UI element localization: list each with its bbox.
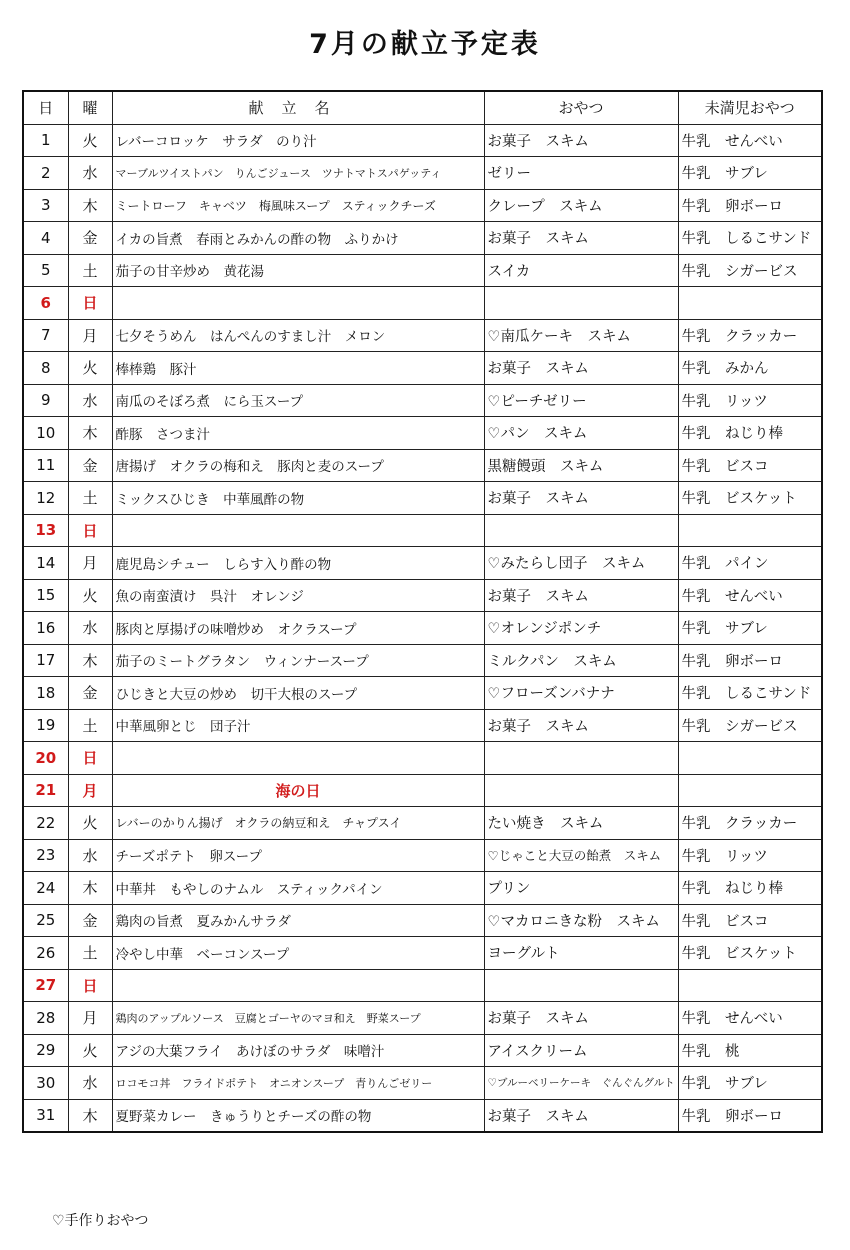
page-title: 7月の献立予定表 bbox=[309, 29, 541, 60]
holiday-row bbox=[23, 287, 822, 320]
header-infant-snack: 未満児おやつ bbox=[678, 91, 822, 124]
snack-cell bbox=[484, 969, 678, 1002]
menu-cell: ミートローフ キャベツ 梅風味スープ スティックチーズ bbox=[112, 189, 484, 222]
weekday-cell: 日 bbox=[68, 969, 112, 1002]
infant-snack-cell bbox=[678, 287, 822, 320]
table-row bbox=[23, 644, 822, 677]
menu-cell: 七夕そうめん はんぺんのすまし汁 メロン bbox=[112, 319, 484, 352]
day-cell: 4 bbox=[23, 222, 68, 255]
snack-cell: お菓子 スキム bbox=[484, 124, 678, 157]
day-cell: 28 bbox=[23, 1002, 68, 1035]
snack-cell: お菓子 スキム bbox=[484, 482, 678, 515]
infant-snack-cell: 牛乳 サブレ bbox=[678, 1067, 822, 1100]
header-row bbox=[23, 91, 822, 124]
holiday-name: 海の日 bbox=[112, 774, 484, 807]
day-cell: 31 bbox=[23, 1099, 68, 1132]
infant-snack-cell: 牛乳 せんべい bbox=[678, 1002, 822, 1035]
menu-cell: 魚の南蛮漬け 呉汁 オレンジ bbox=[112, 579, 484, 612]
day-cell: 30 bbox=[23, 1067, 68, 1100]
snack-cell: お菓子 スキム bbox=[484, 579, 678, 612]
infant-snack-cell: 牛乳 卵ボーロ bbox=[678, 644, 822, 677]
table-row bbox=[23, 352, 822, 385]
snack-cell: 黒糖饅頭 スキム bbox=[484, 449, 678, 482]
holiday-row bbox=[23, 774, 822, 807]
weekday-cell: 水 bbox=[68, 1067, 112, 1100]
menu-cell: マーブルツイストパン りんごジュース ツナトマトスパゲッティ bbox=[112, 157, 484, 190]
snack-cell: お菓子 スキム bbox=[484, 709, 678, 742]
infant-snack-cell bbox=[678, 969, 822, 1002]
weekday-cell: 火 bbox=[68, 807, 112, 840]
table-row bbox=[23, 157, 822, 190]
table-row bbox=[23, 612, 822, 645]
menu-cell: ひじきと大豆の炒め 切干大根のスープ bbox=[112, 677, 484, 710]
day-cell: 13 bbox=[23, 514, 68, 547]
snack-cell: プリン bbox=[484, 872, 678, 905]
table-row bbox=[23, 1034, 822, 1067]
day-cell: 21 bbox=[23, 774, 68, 807]
day-cell: 5 bbox=[23, 254, 68, 287]
snack-cell: お菓子 スキム bbox=[484, 1099, 678, 1132]
day-cell: 22 bbox=[23, 807, 68, 840]
weekday-cell: 金 bbox=[68, 449, 112, 482]
weekday-cell: 土 bbox=[68, 254, 112, 287]
snack-cell: ♡ピーチゼリー bbox=[484, 384, 678, 417]
header-weekday: 曜 bbox=[68, 91, 112, 124]
snack-cell: スイカ bbox=[484, 254, 678, 287]
table-row bbox=[23, 1002, 822, 1035]
menu-body bbox=[23, 124, 822, 1132]
weekday-cell: 月 bbox=[68, 774, 112, 807]
header-day: 日 bbox=[23, 91, 68, 124]
header-menu: 献立名 bbox=[112, 91, 484, 124]
infant-snack-cell: 牛乳 しるこサンド bbox=[678, 222, 822, 255]
day-cell: 17 bbox=[23, 644, 68, 677]
menu-cell: 鶏肉の旨煮 夏みかんサラダ bbox=[112, 904, 484, 937]
day-cell: 12 bbox=[23, 482, 68, 515]
weekday-cell: 木 bbox=[68, 872, 112, 905]
weekday-cell: 水 bbox=[68, 384, 112, 417]
menu-cell: イカの旨煮 春雨とみかんの酢の物 ふりかけ bbox=[112, 222, 484, 255]
day-cell: 29 bbox=[23, 1034, 68, 1067]
snack-cell: ゼリー bbox=[484, 157, 678, 190]
infant-snack-cell: 牛乳 しるこサンド bbox=[678, 677, 822, 710]
menu-cell: 鹿児島シチュー しらす入り酢の物 bbox=[112, 547, 484, 580]
weekday-cell: 火 bbox=[68, 124, 112, 157]
menu-cell: 鶏肉のアップルソース 豆腐とゴーヤのマヨ和え 野菜スープ bbox=[112, 1002, 484, 1035]
table-row bbox=[23, 1067, 822, 1100]
day-cell: 9 bbox=[23, 384, 68, 417]
table-row bbox=[23, 904, 822, 937]
table-row bbox=[23, 449, 822, 482]
menu-cell: 茄子のミートグラタン ウィンナースープ bbox=[112, 644, 484, 677]
day-cell: 10 bbox=[23, 417, 68, 450]
day-cell: 24 bbox=[23, 872, 68, 905]
snack-cell: お菓子 スキム bbox=[484, 352, 678, 385]
snack-cell: たい焼き スキム bbox=[484, 807, 678, 840]
menu-cell: 酢豚 さつま汁 bbox=[112, 417, 484, 450]
day-cell: 14 bbox=[23, 547, 68, 580]
day-cell: 7 bbox=[23, 319, 68, 352]
menu-cell: 茄子の甘辛炒め 黄花湯 bbox=[112, 254, 484, 287]
day-cell: 26 bbox=[23, 937, 68, 970]
day-cell: 6 bbox=[23, 287, 68, 320]
weekday-cell: 木 bbox=[68, 189, 112, 222]
snack-cell bbox=[484, 287, 678, 320]
menu-cell: 南瓜のそぼろ煮 にら玉スープ bbox=[112, 384, 484, 417]
infant-snack-cell: 牛乳 ビスケット bbox=[678, 482, 822, 515]
infant-snack-cell: 牛乳 ねじり棒 bbox=[678, 872, 822, 905]
day-cell: 11 bbox=[23, 449, 68, 482]
weekday-cell: 日 bbox=[68, 514, 112, 547]
menu-cell: レバーのかりん揚げ オクラの納豆和え チャプスイ bbox=[112, 807, 484, 840]
menu-cell: 中華風卵とじ 団子汁 bbox=[112, 709, 484, 742]
weekday-cell: 日 bbox=[68, 742, 112, 775]
weekday-cell: 月 bbox=[68, 1002, 112, 1035]
table-row bbox=[23, 1099, 822, 1132]
table-row bbox=[23, 319, 822, 352]
table-row bbox=[23, 547, 822, 580]
day-cell: 3 bbox=[23, 189, 68, 222]
day-cell: 15 bbox=[23, 579, 68, 612]
menu-cell: ミックスひじき 中華風酢の物 bbox=[112, 482, 484, 515]
menu-cell: チーズポテト 卵スープ bbox=[112, 839, 484, 872]
table-row bbox=[23, 124, 822, 157]
infant-snack-cell: 牛乳 サブレ bbox=[678, 612, 822, 645]
snack-cell: クレープ スキム bbox=[484, 189, 678, 222]
table-row bbox=[23, 872, 822, 905]
snack-cell: お菓子 スキム bbox=[484, 222, 678, 255]
snack-cell: アイスクリーム bbox=[484, 1034, 678, 1067]
infant-snack-cell: 牛乳 せんべい bbox=[678, 579, 822, 612]
table-row bbox=[23, 417, 822, 450]
infant-snack-cell: 牛乳 せんべい bbox=[678, 124, 822, 157]
menu-cell bbox=[112, 742, 484, 775]
menu-cell bbox=[112, 514, 484, 547]
snack-cell bbox=[484, 514, 678, 547]
menu-cell bbox=[112, 287, 484, 320]
weekday-cell: 日 bbox=[68, 287, 112, 320]
infant-snack-cell: 牛乳 みかん bbox=[678, 352, 822, 385]
holiday-row bbox=[23, 514, 822, 547]
menu-table bbox=[22, 90, 823, 1133]
menu-cell: レバーコロッケ サラダ のり汁 bbox=[112, 124, 484, 157]
menu-cell: アジの大葉フライ あけぼのサラダ 味噌汁 bbox=[112, 1034, 484, 1067]
holiday-row bbox=[23, 742, 822, 775]
infant-snack-cell: 牛乳 卵ボーロ bbox=[678, 1099, 822, 1132]
menu-cell: 豚肉と厚揚げの味噌炒め オクラスープ bbox=[112, 612, 484, 645]
infant-snack-cell: 牛乳 リッツ bbox=[678, 839, 822, 872]
weekday-cell: 水 bbox=[68, 157, 112, 190]
snack-cell: ♡マカロニきな粉 スキム bbox=[484, 904, 678, 937]
snack-cell: ♡みたらし団子 スキム bbox=[484, 547, 678, 580]
table-row bbox=[23, 677, 822, 710]
holiday-row bbox=[23, 969, 822, 1002]
infant-snack-cell: 牛乳 ビスコ bbox=[678, 449, 822, 482]
table-row bbox=[23, 579, 822, 612]
infant-snack-cell: 牛乳 クラッカー bbox=[678, 807, 822, 840]
snack-cell: ♡オレンジポンチ bbox=[484, 612, 678, 645]
day-cell: 20 bbox=[23, 742, 68, 775]
table-row bbox=[23, 807, 822, 840]
table-row bbox=[23, 222, 822, 255]
table-row bbox=[23, 937, 822, 970]
weekday-cell: 土 bbox=[68, 937, 112, 970]
infant-snack-cell: 牛乳 桃 bbox=[678, 1034, 822, 1067]
infant-snack-cell: 牛乳 パイン bbox=[678, 547, 822, 580]
menu-cell bbox=[112, 969, 484, 1002]
snack-cell: ミルクパン スキム bbox=[484, 644, 678, 677]
menu-cell: 棒棒鶏 豚汁 bbox=[112, 352, 484, 385]
weekday-cell: 金 bbox=[68, 222, 112, 255]
day-cell: 27 bbox=[23, 969, 68, 1002]
weekday-cell: 土 bbox=[68, 709, 112, 742]
weekday-cell: 月 bbox=[68, 547, 112, 580]
weekday-cell: 火 bbox=[68, 1034, 112, 1067]
table-row bbox=[23, 189, 822, 222]
snack-cell: ♡フローズンバナナ bbox=[484, 677, 678, 710]
weekday-cell: 土 bbox=[68, 482, 112, 515]
day-cell: 16 bbox=[23, 612, 68, 645]
infant-snack-cell: 牛乳 ビスコ bbox=[678, 904, 822, 937]
day-cell: 19 bbox=[23, 709, 68, 742]
snack-cell: ♡ブルーベリーケーキ ぐんぐんグルト bbox=[484, 1067, 678, 1100]
day-cell: 23 bbox=[23, 839, 68, 872]
table-row bbox=[23, 482, 822, 515]
day-cell: 8 bbox=[23, 352, 68, 385]
table-row bbox=[23, 384, 822, 417]
weekday-cell: 水 bbox=[68, 612, 112, 645]
day-cell: 1 bbox=[23, 124, 68, 157]
infant-snack-cell: 牛乳 クラッカー bbox=[678, 319, 822, 352]
weekday-cell: 火 bbox=[68, 579, 112, 612]
menu-cell: 冷やし中華 ベーコンスープ bbox=[112, 937, 484, 970]
weekday-cell: 木 bbox=[68, 417, 112, 450]
weekday-cell: 木 bbox=[68, 1099, 112, 1132]
footnote: ♡手作りおやつ bbox=[52, 1213, 149, 1229]
infant-snack-cell: 牛乳 ビスケット bbox=[678, 937, 822, 970]
day-cell: 18 bbox=[23, 677, 68, 710]
menu-cell: 夏野菜カレー きゅうりとチーズの酢の物 bbox=[112, 1099, 484, 1132]
infant-snack-cell bbox=[678, 514, 822, 547]
weekday-cell: 金 bbox=[68, 904, 112, 937]
weekday-cell: 木 bbox=[68, 644, 112, 677]
menu-cell: 唐揚げ オクラの梅和え 豚肉と麦のスープ bbox=[112, 449, 484, 482]
table-row bbox=[23, 709, 822, 742]
menu-cell: 中華丼 もやしのナムル スティックパイン bbox=[112, 872, 484, 905]
snack-cell bbox=[484, 742, 678, 775]
snack-cell: ♡パン スキム bbox=[484, 417, 678, 450]
infant-snack-cell: 牛乳 卵ボーロ bbox=[678, 189, 822, 222]
weekday-cell: 金 bbox=[68, 677, 112, 710]
weekday-cell: 火 bbox=[68, 352, 112, 385]
day-cell: 2 bbox=[23, 157, 68, 190]
infant-snack-cell: 牛乳 シガービス bbox=[678, 709, 822, 742]
infant-snack-cell bbox=[678, 742, 822, 775]
snack-cell: ♡じゃこと大豆の飴煮 スキム bbox=[484, 839, 678, 872]
day-cell: 25 bbox=[23, 904, 68, 937]
snack-cell bbox=[484, 774, 678, 807]
table-row bbox=[23, 839, 822, 872]
infant-snack-cell: 牛乳 シガービス bbox=[678, 254, 822, 287]
menu-cell: ロコモコ丼 フライドポテト オニオンスープ 青りんごゼリー bbox=[112, 1067, 484, 1100]
infant-snack-cell: 牛乳 サブレ bbox=[678, 157, 822, 190]
header-snack: おやつ bbox=[484, 91, 678, 124]
snack-cell: ヨーグルト bbox=[484, 937, 678, 970]
snack-cell: ♡南瓜ケーキ スキム bbox=[484, 319, 678, 352]
infant-snack-cell: 牛乳 ねじり棒 bbox=[678, 417, 822, 450]
infant-snack-cell: 牛乳 リッツ bbox=[678, 384, 822, 417]
infant-snack-cell bbox=[678, 774, 822, 807]
table-row bbox=[23, 254, 822, 287]
snack-cell: お菓子 スキム bbox=[484, 1002, 678, 1035]
weekday-cell: 水 bbox=[68, 839, 112, 872]
weekday-cell: 月 bbox=[68, 319, 112, 352]
